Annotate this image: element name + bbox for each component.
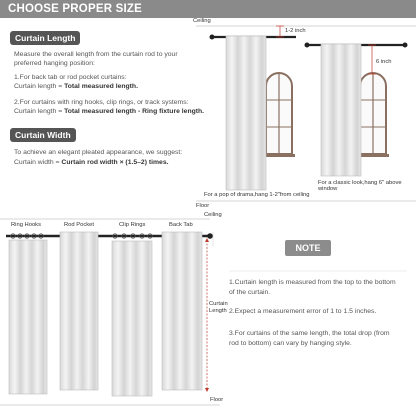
item2-prefix: Curtain length = <box>14 108 65 115</box>
width-prefix: Curtain width = <box>14 159 62 166</box>
length-intro-line1: Measure the overall length from the curtain rod to your <box>14 51 178 58</box>
window-right <box>357 73 389 157</box>
note-item-3: 3.For curtains of the same length, the total drop (from rod to bottom) can vary by hanging style. <box>229 330 390 347</box>
style-label-clip-rings: Clip Rings <box>119 222 146 228</box>
style-label-rod-pocket: Rod Pocket <box>64 222 94 228</box>
curtain-back-tab <box>162 232 202 390</box>
curtain-length-label-line2: Length <box>209 308 227 314</box>
top-dim-6-inch-label: 6 inch <box>376 59 392 65</box>
length-item1-line1: 1.For back tab or rod pocket curtains: <box>14 74 127 81</box>
top-dim-1-2-inch-label: 1-2 inch <box>285 28 306 34</box>
curtain-length-heading: Curtain Length <box>10 31 80 45</box>
page-title: CHOOSE PROPER SIZE <box>8 3 142 15</box>
caption-drama: For a pop of drama,hang 1-2"from ceiling <box>204 192 310 198</box>
top-floor-label: Floor <box>196 203 210 209</box>
length-intro-line2: preferred hanging position: <box>14 60 95 67</box>
window-left <box>263 73 295 157</box>
width-intro: To achieve an elegant pleated appearance, we suggest: <box>14 149 183 156</box>
note-heading: NOTE <box>285 240 331 256</box>
curtain-classic <box>321 44 361 176</box>
curtain-length-label-line1: Curtain <box>209 301 228 307</box>
item1-bold: Total measured length. <box>64 83 138 90</box>
style-label-back-tab: Back Tab <box>169 222 193 228</box>
note-item-1: 1.Curtain length is measured from the top to the bottom of the curtain. <box>229 279 396 296</box>
note-item-2: 2.Expect a measurement error of 1 to 1.5 inches. <box>229 308 377 315</box>
item1-prefix: Curtain length = <box>14 83 65 90</box>
caption-classic: For a classic look,hang 6" above window <box>318 180 402 192</box>
bottom-ceiling-label: Ceiling <box>204 212 222 218</box>
curtain-ring-hooks <box>9 240 47 394</box>
item2-bold: Total measured length - Ring fixture length. <box>64 108 205 115</box>
length-item2-line1: 2.For curtains with ring hooks, clip rings, or track systems: <box>14 99 189 106</box>
width-bold: Curtain rod width × (1.5–2) times. <box>61 159 169 166</box>
curtain-width-heading: Curtain Width <box>10 128 76 142</box>
top-ceiling-label: Ceiling <box>193 18 211 24</box>
curtain-clip-rings <box>112 241 152 396</box>
bottom-floor-label: Floor <box>210 397 224 403</box>
style-label-ring-hooks: Ring Hooks <box>11 222 41 228</box>
curtain-drama <box>226 36 266 190</box>
curtain-rod-pocket <box>60 232 98 390</box>
